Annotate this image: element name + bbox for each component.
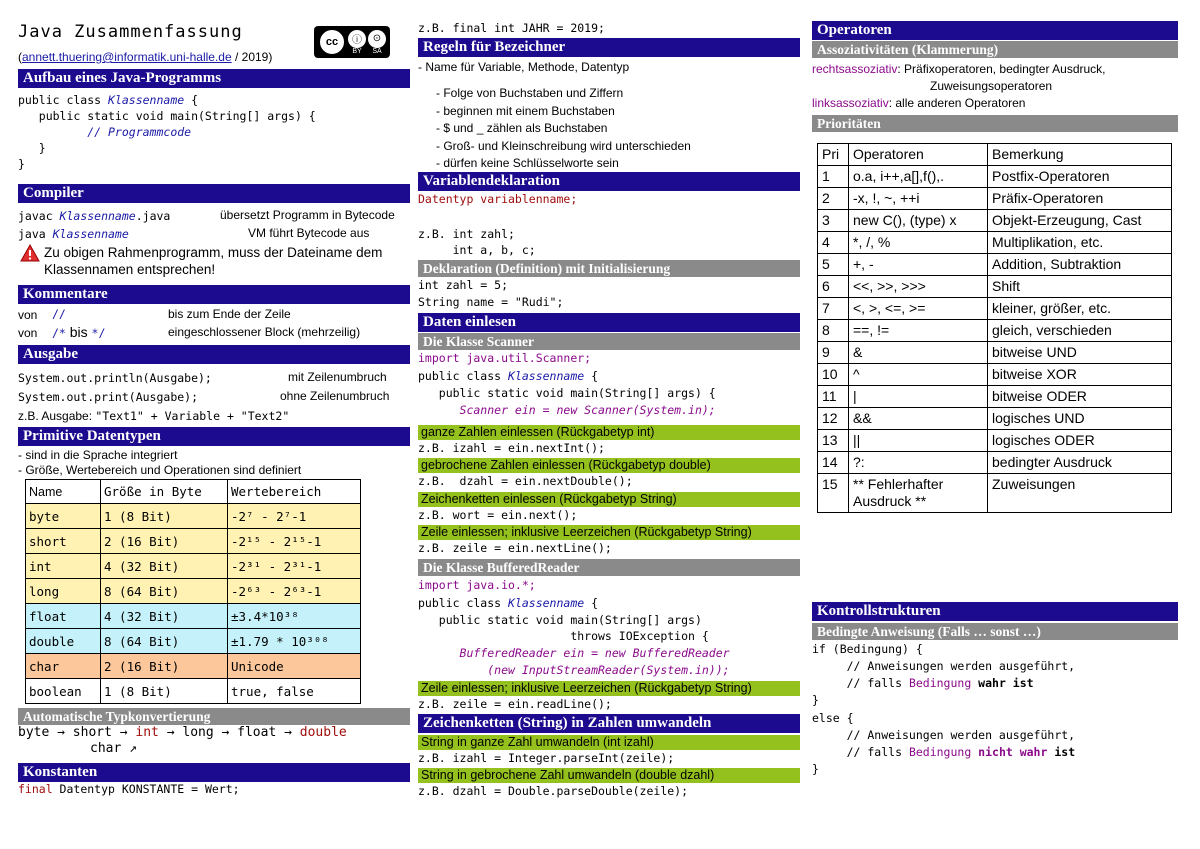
priority-cell: 1	[818, 166, 849, 188]
compiler-cmd: javac	[18, 209, 60, 223]
operator-cell: *, /, %	[849, 232, 988, 254]
table-row	[818, 430, 1172, 452]
table-row	[818, 298, 1172, 320]
typkonv-chain	[18, 725, 410, 741]
operator-cell: ==, !=	[849, 320, 988, 342]
regeln-heading: Regeln für Bezeichner	[418, 38, 800, 57]
compiler-desc: VM führt Bytecode aus	[248, 226, 370, 240]
table-row	[26, 654, 361, 679]
type-name: float	[26, 604, 101, 629]
column-header: Name	[26, 480, 101, 504]
ausgabe-code: "Text1" + Variable + "Text2"	[95, 409, 290, 423]
remark-cell: Multiplikation, etc.	[988, 232, 1172, 254]
green-label: String in ganze Zahl umwandeln (int izahl)	[418, 735, 800, 750]
table-row	[26, 629, 361, 654]
aufbau-code	[18, 92, 410, 172]
kontrollstrukturen-heading: Kontrollstrukturen	[812, 602, 1178, 621]
bedingte-anweisung-heading: Bedingte Anweisung (Falls … sonst …)	[812, 623, 1178, 640]
green-label: Zeile einlessen; inklusive Leerzeichen (Rückgabetyp String)	[418, 681, 800, 696]
type-name: boolean	[26, 679, 101, 704]
code-text: {	[584, 596, 599, 610]
scanner-example: z.B. wort = ein.next();	[418, 508, 578, 522]
remark-cell: logisches ODER	[988, 430, 1172, 452]
code-text: // falls	[812, 676, 909, 690]
priority-cell: 4	[818, 232, 849, 254]
compiler-cmd: java	[18, 227, 53, 241]
br-new-line: (new InputStreamReader(System.in));	[418, 663, 730, 677]
rechts-line	[812, 61, 1178, 77]
table-row	[818, 342, 1172, 364]
code-line: }	[18, 157, 25, 171]
type-size: 1 (8 Bit)	[101, 504, 228, 529]
code-comment: // Programmcode	[18, 125, 192, 139]
warning-text: Zu obigen Rahmenprogramm, muss der Dateiname dem Klassennamen entsprechen!	[44, 245, 383, 277]
table-row	[818, 474, 1172, 513]
operator-cell: <, >, <=, >=	[849, 298, 988, 320]
else-comment: // Anweisungen werden ausgeführt,	[812, 728, 1076, 742]
scanner-example: z.B. zeile = ein.nextLine();	[418, 541, 612, 555]
deklaration-heading: Deklaration (Definition) mit Initialisierung	[418, 260, 800, 277]
table-row	[818, 232, 1172, 254]
br-main-line: public static void main(String[] args)	[418, 613, 702, 627]
links-text: : alle anderen Operatoren	[888, 96, 1026, 110]
operator-cell: new C(), (type) x	[849, 210, 988, 232]
br-class-line	[418, 595, 800, 611]
scanner-example: z.B. izahl = ein.nextInt();	[418, 441, 605, 455]
table-row	[818, 254, 1172, 276]
kommentar-symbol: /*	[52, 326, 66, 340]
konstanten-final: final	[18, 782, 53, 796]
links-label: linksassoziativ	[812, 96, 889, 110]
table-row	[818, 452, 1172, 474]
remark-cell: kleiner, größer, etc.	[988, 298, 1172, 320]
regeln-list	[436, 85, 800, 173]
daten-heading: Daten einlesen	[418, 313, 800, 332]
compiler-row-2	[18, 225, 410, 241]
scanner-main-line: public static void main(String[] args) {	[418, 386, 716, 400]
list-item: - dürfen keine Schlüsselworte sein	[436, 156, 619, 170]
zeichenketten-heading: Zeichenketten (String) in Zahlen umwandeln	[418, 714, 800, 733]
typkonv-char: char	[90, 741, 122, 756]
typkonv-text: byte → short →	[18, 725, 136, 740]
column-header: Pri	[818, 144, 849, 166]
priority-cell: 6	[818, 276, 849, 298]
column-header: Bemerkung	[988, 144, 1172, 166]
scanner-class-line	[418, 368, 800, 384]
rechts-text-2: Zuweisungsoperatoren	[930, 79, 1053, 93]
compiler-heading: Compiler	[18, 184, 410, 203]
ausgabe-desc: ohne Zeilenumbruch	[280, 389, 390, 403]
parse-example: z.B. izahl = Integer.parseInt(zeile);	[418, 751, 675, 765]
datatype-table	[25, 479, 361, 704]
sa-icon: ⊙	[368, 30, 386, 48]
type-size: 1 (8 Bit)	[101, 679, 228, 704]
ausgabe-heading: Ausgabe	[18, 345, 410, 364]
remark-cell: Shift	[988, 276, 1172, 298]
else-condition-comment	[812, 744, 1178, 760]
konstanten-code	[18, 781, 410, 797]
table-row	[818, 364, 1172, 386]
scanner-new-line: Scanner ein = new Scanner(System.in);	[418, 403, 716, 417]
by-icon: ⓘ	[348, 30, 366, 48]
author-year: / 2019)	[231, 50, 273, 64]
table-row	[818, 210, 1172, 232]
scanner-import: import java.util.Scanner;	[418, 351, 592, 365]
column-header: Größe in Byte	[101, 480, 228, 504]
remark-cell: bedingter Ausdruck	[988, 452, 1172, 474]
primitive-bullet: - sind in die Sprache integriert	[18, 448, 178, 462]
datatype-table-wrap	[25, 479, 410, 704]
table-row	[818, 386, 1172, 408]
priority-cell: 5	[818, 254, 849, 276]
priority-cell: 2	[818, 188, 849, 210]
priority-cell: 7	[818, 298, 849, 320]
type-size: 2 (16 Bit)	[101, 529, 228, 554]
code-condition: Bedingung	[908, 745, 972, 759]
compiler-class: Klassenname	[59, 209, 136, 223]
table-row	[26, 554, 361, 579]
br-new-line: BufferedReader ein = new BufferedReader	[418, 646, 730, 660]
priority-cell: 15	[818, 474, 849, 513]
code-line: }	[18, 141, 46, 155]
prio-table-wrap	[817, 143, 1178, 513]
type-size: 8 (64 Bit)	[101, 579, 228, 604]
type-name: int	[26, 554, 101, 579]
operator-cell: +, -	[849, 254, 988, 276]
ausgabe-desc: mit Zeilenumbruch	[288, 370, 387, 384]
operator-cell: <<, >>, >>>	[849, 276, 988, 298]
operator-cell: |	[849, 386, 988, 408]
br-example: z.B. zeile = ein.readLine();	[418, 697, 612, 711]
prioritaeten-heading: Prioritäten	[812, 115, 1178, 132]
green-label: Zeile einlessen; inklusive Leerzeichen (Rückgabetyp String)	[418, 525, 800, 540]
konstanten-heading: Konstanten	[18, 763, 410, 782]
type-name: double	[26, 629, 101, 654]
remark-cell: Präfix-Operatoren	[988, 188, 1172, 210]
priority-cell: 3	[818, 210, 849, 232]
regeln-intro: - Name für Variable, Methode, Datentyp	[418, 60, 630, 74]
operator-cell: ||	[849, 430, 988, 452]
code-condition: Bedingung	[908, 676, 972, 690]
remark-cell: gleich, verschieden	[988, 320, 1172, 342]
primitive-heading: Primitive Datentypen	[18, 427, 410, 446]
type-range: -2⁷ - 2⁷-1	[228, 504, 361, 529]
priority-cell: 14	[818, 452, 849, 474]
links-line	[812, 95, 1178, 111]
rechts-label: rechtsassoziativ	[812, 62, 898, 76]
code-classname: Klassenname	[108, 93, 185, 107]
by-label: BY	[352, 47, 362, 55]
code-text: public class	[18, 93, 109, 107]
operator-cell: &	[849, 342, 988, 364]
author-email-link[interactable]: annett.thuering@informatik.uni-halle.de	[22, 50, 232, 64]
type-range: ±1.79 * 10³⁰⁸	[228, 629, 361, 654]
operator-cell: ** Fehlerhafter Ausdruck **	[849, 474, 988, 513]
if-condition-comment	[812, 675, 1178, 691]
code-text: {	[184, 93, 199, 107]
konstanten-text: Datentyp KONSTANTE = Wert;	[52, 782, 240, 796]
table-row	[818, 320, 1172, 342]
type-name: short	[26, 529, 101, 554]
type-name: char	[26, 654, 101, 679]
priority-cell: 10	[818, 364, 849, 386]
table-row	[26, 504, 361, 529]
typkonv-int: int	[135, 725, 159, 740]
column-header: Operatoren	[849, 144, 988, 166]
final-example: z.B. final int JAHR = 2019;	[418, 21, 605, 35]
variablen-example: z.B. int zahl;	[418, 227, 515, 241]
remark-cell: Objekt-Erzeugung, Cast	[988, 210, 1172, 232]
compiler-ext: .java	[135, 209, 171, 223]
compiler-desc: übersetzt Programm in Bytecode	[220, 208, 395, 222]
column-header: Wertebereich	[228, 480, 361, 504]
ausgabe-code: System.out.println(Ausgabe);	[18, 371, 212, 385]
type-range: true, false	[228, 679, 361, 704]
parse-example: z.B. dzahl = Double.parseDouble(zeile);	[418, 784, 689, 798]
kommentar-von: von	[18, 308, 38, 322]
typkonv-text: → long → float →	[158, 725, 300, 740]
if-close: }	[812, 693, 819, 707]
table-row	[26, 529, 361, 554]
type-range: ±3.4*10³⁸	[228, 604, 361, 629]
variablen-heading: Variablendeklaration	[418, 172, 800, 191]
remark-cell: Addition, Subtraktion	[988, 254, 1172, 276]
ausgabe-row-3	[18, 407, 410, 423]
priority-cell: 12	[818, 408, 849, 430]
deklaration-code: String name = "Rudi";	[418, 295, 564, 309]
list-item: - $ und _ zählen als Buchstaben	[436, 121, 608, 135]
operatoren-heading: Operatoren	[812, 21, 1178, 40]
ausgabe-code: System.out.print(Ausgabe);	[18, 390, 199, 404]
type-name: byte	[26, 504, 101, 529]
rechts-text: : Präfixoperatoren, bedingter Ausdruck,	[897, 62, 1106, 76]
remark-cell: bitweise UND	[988, 342, 1172, 364]
table-row	[818, 408, 1172, 430]
type-range: -2¹⁵ - 2¹⁵-1	[228, 529, 361, 554]
kommentar-symbol: */	[91, 326, 106, 340]
type-range: -2⁶³ - 2⁶³-1	[228, 579, 361, 604]
kommentar-desc: eingeschlossener Block (mehrzeilig)	[168, 325, 361, 339]
table-row	[26, 579, 361, 604]
priority-cell: 11	[818, 386, 849, 408]
deklaration-code: int zahl = 5;	[418, 278, 509, 292]
typkonv-char-row	[90, 741, 410, 757]
ausgabe-label: z.B. Ausgabe:	[18, 409, 96, 423]
page-title: Java Zusammenfassung	[18, 22, 243, 42]
code-text: public class	[418, 369, 509, 383]
list-item: - beginnen mit einem Buchstaben	[436, 103, 615, 118]
code-text: public class	[418, 596, 509, 610]
green-label: Zeichenketten einlessen (Rückgabetyp String)	[418, 492, 800, 507]
type-size: 8 (64 Bit)	[101, 629, 228, 654]
code-line: public static void main(String[] args) {	[18, 109, 316, 123]
cc-icon: cc	[318, 28, 346, 56]
type-size: 2 (16 Bit)	[101, 654, 228, 679]
code-wahr: wahr	[971, 676, 1006, 690]
scanner-example: z.B. dzahl = ein.nextDouble();	[418, 474, 633, 488]
if-comment: // Anweisungen werden ausgeführt,	[812, 659, 1076, 673]
operator-cell: &&	[849, 408, 988, 430]
remark-cell: Zuweisungen	[988, 474, 1172, 513]
table-row	[818, 276, 1172, 298]
kommentar-von: von	[18, 326, 38, 340]
table-row	[26, 679, 361, 704]
type-range: Unicode	[228, 654, 361, 679]
type-name: long	[26, 579, 101, 604]
kommentar-row-2	[18, 324, 410, 342]
operator-cell: ^	[849, 364, 988, 386]
code-nicht-wahr: nicht wahr	[971, 745, 1048, 759]
br-throws-line: throws IOException {	[418, 629, 709, 643]
scanner-heading: Die Klasse Scanner	[418, 333, 800, 350]
aufbau-heading: Aufbau eines Java-Programms	[18, 69, 410, 88]
remark-cell: Postfix-Operatoren	[988, 166, 1172, 188]
bufferedreader-heading: Die Klasse BufferedReader	[418, 559, 800, 576]
priority-cell: 13	[818, 430, 849, 452]
code-text: ist	[1005, 676, 1034, 690]
kommentar-row-1	[18, 306, 410, 322]
code-text: ist	[1047, 745, 1076, 759]
typkonv-heading: Automatische Typkonvertierung	[18, 708, 410, 725]
warning-icon	[20, 244, 40, 267]
kommentar-symbol: //	[52, 307, 66, 321]
list-item: - Groß- und Kleinschreibung wird unterschieden	[436, 138, 691, 153]
assoziativitaeten-heading: Assoziativitäten (Klammerung)	[812, 41, 1178, 58]
remark-cell: bitweise ODER	[988, 386, 1172, 408]
variablen-code: Datentyp variablenname;	[418, 192, 578, 206]
br-import: import java.io.*;	[418, 578, 536, 592]
type-range: -2³¹ - 2³¹-1	[228, 554, 361, 579]
ausgabe-row-2	[18, 388, 410, 404]
green-label: gebrochene Zahlen einlessen (Rückgabetyp double)	[418, 458, 800, 473]
compiler-row-1	[18, 207, 410, 223]
green-label: String in gebrochene Zahl umwandeln (double dzahl)	[418, 768, 800, 783]
compiler-class: Klassenname	[52, 227, 129, 241]
code-classname: Klassenname	[508, 369, 585, 383]
code-classname: Klassenname	[508, 596, 585, 610]
ausgabe-row-1	[18, 369, 410, 385]
priority-cell: 9	[818, 342, 849, 364]
author-open: (	[18, 50, 22, 64]
priority-table	[817, 143, 1172, 513]
code-text: // falls	[812, 745, 909, 759]
operator-cell: ?:	[849, 452, 988, 474]
remark-cell: bitweise XOR	[988, 364, 1172, 386]
kommentar-bis: bis	[65, 324, 92, 340]
sa-label: SA	[372, 47, 382, 55]
table-header-row	[26, 480, 361, 504]
if-line: if (Bedingung) {	[812, 642, 923, 656]
else-close: }	[812, 762, 819, 776]
table-row	[818, 166, 1172, 188]
variablen-example: int a, b, c;	[418, 243, 536, 257]
arrow-icon: ↗	[129, 741, 137, 756]
list-item: - Folge von Buchstaben und Ziffern	[436, 86, 624, 100]
operator-cell: o.a, i++,a[],f(),.	[849, 166, 988, 188]
kommentare-heading: Kommentare	[18, 285, 410, 304]
compiler-warning	[18, 244, 410, 280]
else-line: else {	[812, 711, 854, 725]
remark-cell: logisches UND	[988, 408, 1172, 430]
priority-cell: 8	[818, 320, 849, 342]
operator-cell: -x, !, ~, ++i	[849, 188, 988, 210]
green-label: ganze Zahlen einlessen (Rückgabetyp int)	[418, 425, 800, 440]
cc-license-badge	[314, 26, 390, 58]
table-header-row	[818, 144, 1172, 166]
primitive-bullet: - Größe, Wertebereich und Operationen sind definiert	[18, 463, 302, 477]
type-size: 4 (32 Bit)	[101, 554, 228, 579]
code-text: {	[584, 369, 599, 383]
typkonv-double: double	[299, 725, 347, 740]
table-row	[818, 188, 1172, 210]
type-size: 4 (32 Bit)	[101, 604, 228, 629]
table-row	[26, 604, 361, 629]
kommentar-desc: bis zum Ende der Zeile	[168, 307, 291, 321]
